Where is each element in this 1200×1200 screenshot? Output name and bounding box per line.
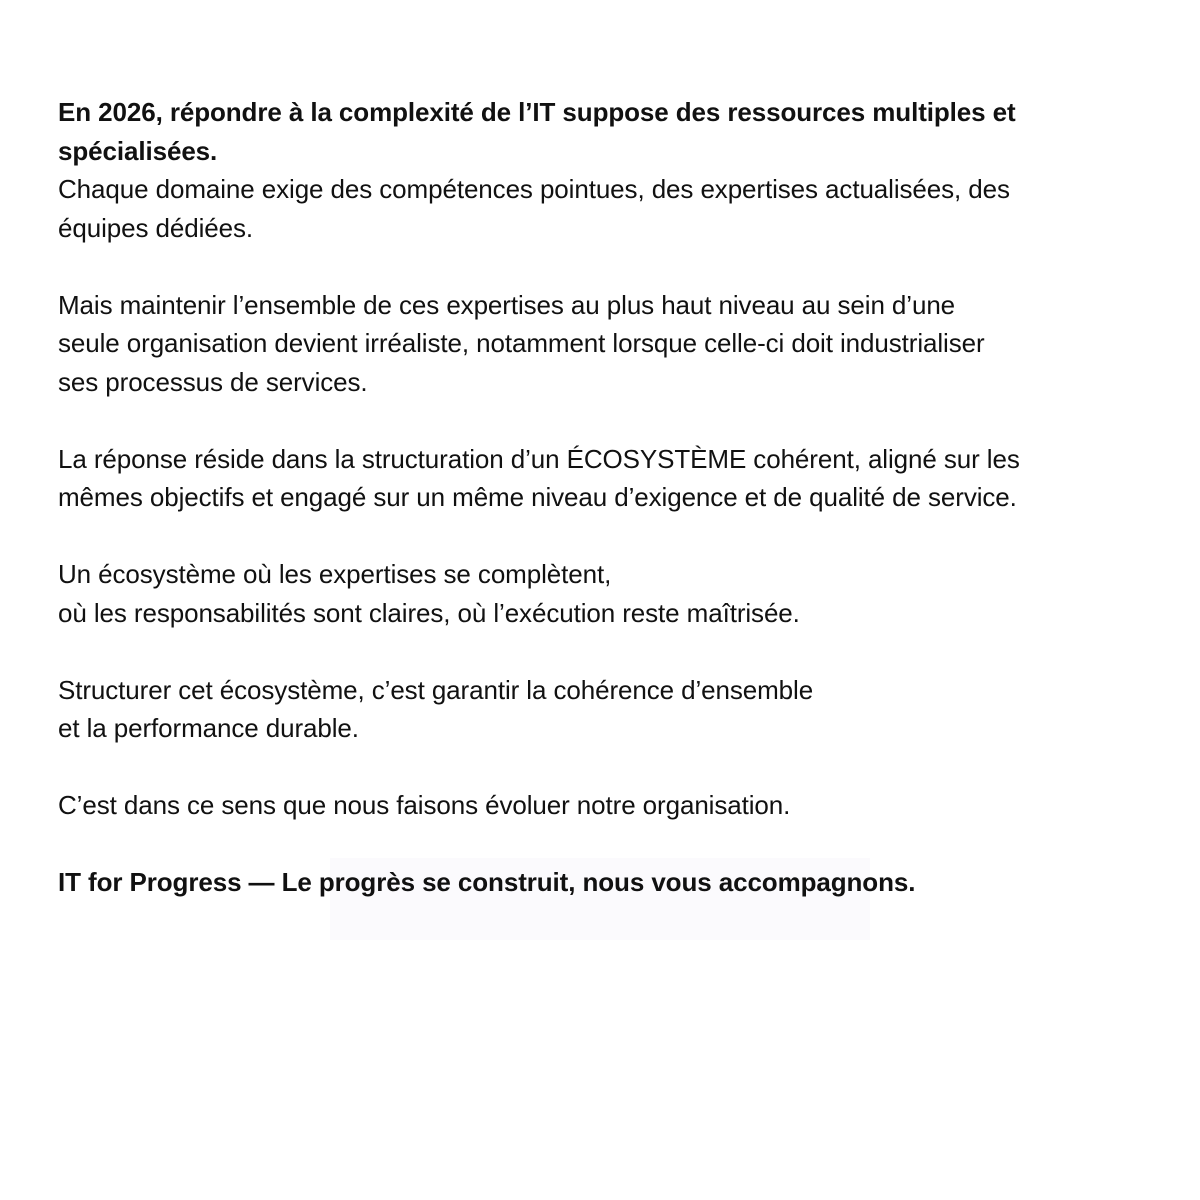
paragraph-structure — [58, 671, 1158, 748]
paragraph-6-line-1: C’est dans ce sens que nous faisons évoluer notre organisation. — [58, 790, 791, 820]
intro-heading-line-1: En 2026, répondre à la complexité de l’IT suppose des ressources multiples et — [58, 97, 1016, 127]
intro-body-line-1: Chaque domaine exige des compétences pointues, des expertises actualisées, des — [58, 174, 1010, 204]
paragraph-ecosystem — [58, 440, 1158, 517]
intro-heading-line-2: spécialisées. — [58, 135, 218, 166]
paragraph-2-line-1: Mais maintenir l’ensemble de ces expertises au plus haut niveau au sein d’une — [58, 289, 956, 320]
paragraph-complementary — [58, 555, 1158, 632]
paragraph-expertise — [58, 286, 1158, 402]
intro-paragraph — [58, 93, 1158, 247]
paragraph-3-line-1: La réponse réside dans la structuration d’un ÉCOSYSTÈME cohérent, aligné sur les — [58, 443, 1020, 474]
paragraph-2-line-2: seule organisation devient irréaliste, notamment lorsque celle-ci doit industrialiser — [58, 328, 985, 358]
document-body — [58, 93, 1158, 902]
paragraph-3-line-2: mêmes objectifs et engagé sur un même niveau d’exigence et de qualité de service. — [58, 482, 1017, 512]
intro-body-line-2: équipes dédiées. — [58, 212, 253, 243]
paragraph-4-line-2: où les responsabilités sont claires, où l’exécution reste maîtrisée. — [58, 597, 800, 628]
paragraph-4-line-1: Un écosystème où les expertises se complètent, — [58, 559, 612, 589]
paragraph-2-line-3: ses processus de services. — [58, 366, 368, 397]
paragraph-5-line-1: Structurer cet écosystème, c’est garantir la cohérence d’ensemble — [58, 674, 814, 705]
paragraph-evolution — [58, 786, 1158, 825]
tagline: IT for Progress — Le progrès se construit, nous vous accompagnons. — [58, 867, 916, 897]
paragraph-5-line-2: et la performance durable. — [58, 713, 359, 743]
